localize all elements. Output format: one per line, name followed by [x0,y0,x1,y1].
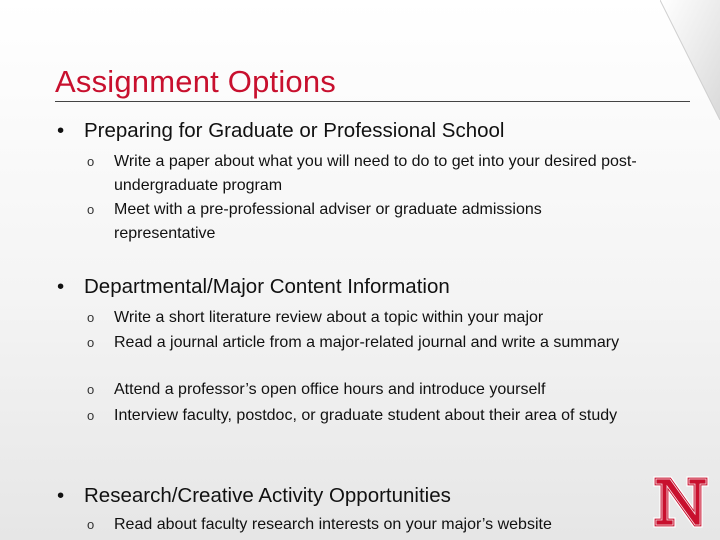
list-item-text: Interview faculty, postdoc, or graduate student about their area of study [114,407,618,424]
sub-bullet-icon: o [87,408,95,423]
list-item [87,331,647,355]
list-item [87,150,647,197]
list-item-text: Write a short literature review about a topic within your major [114,309,544,326]
list-item [87,404,647,428]
sub-bullet-icon: o [87,517,95,532]
section-heading [57,119,504,143]
section-heading-text: Preparing for Graduate or Professional School [84,119,505,142]
list-item-text: Meet with a pre-professional adviser or graduate admissions representative [114,201,542,242]
slide-title: Assignment Options [55,64,337,99]
sub-bullet-icon: o [87,335,95,350]
bullet-icon: • [57,119,65,142]
sub-bullet-icon: o [87,310,95,325]
list-item [87,198,647,245]
bullet-icon: • [57,484,65,507]
section-heading-text: Research/Creative Activity Opportunities [84,484,451,507]
sub-bullet-icon: o [87,154,95,169]
university-n-logo-icon [651,474,711,530]
section-heading [57,484,451,508]
list-item [87,306,647,330]
list-item [87,378,647,402]
bullet-icon: • [57,275,65,298]
list-item [87,513,647,537]
corner-decoration-icon [660,0,720,120]
list-item-text: Read about faculty research interests on your major’s website [114,516,552,533]
title-divider [55,101,690,102]
section-heading [57,275,450,299]
sub-bullet-icon: o [87,382,95,397]
list-item-text: Attend a professor’s open office hours and introduce yourself [114,381,546,398]
sub-bullet-icon: o [87,202,95,217]
section-heading-text: Departmental/Major Content Information [84,275,450,298]
list-item-text: Write a paper about what you will need to do to get into your desired post-undergraduate program [114,153,637,194]
list-item-text: Read a journal article from a major-related journal and write a summary [114,334,620,351]
